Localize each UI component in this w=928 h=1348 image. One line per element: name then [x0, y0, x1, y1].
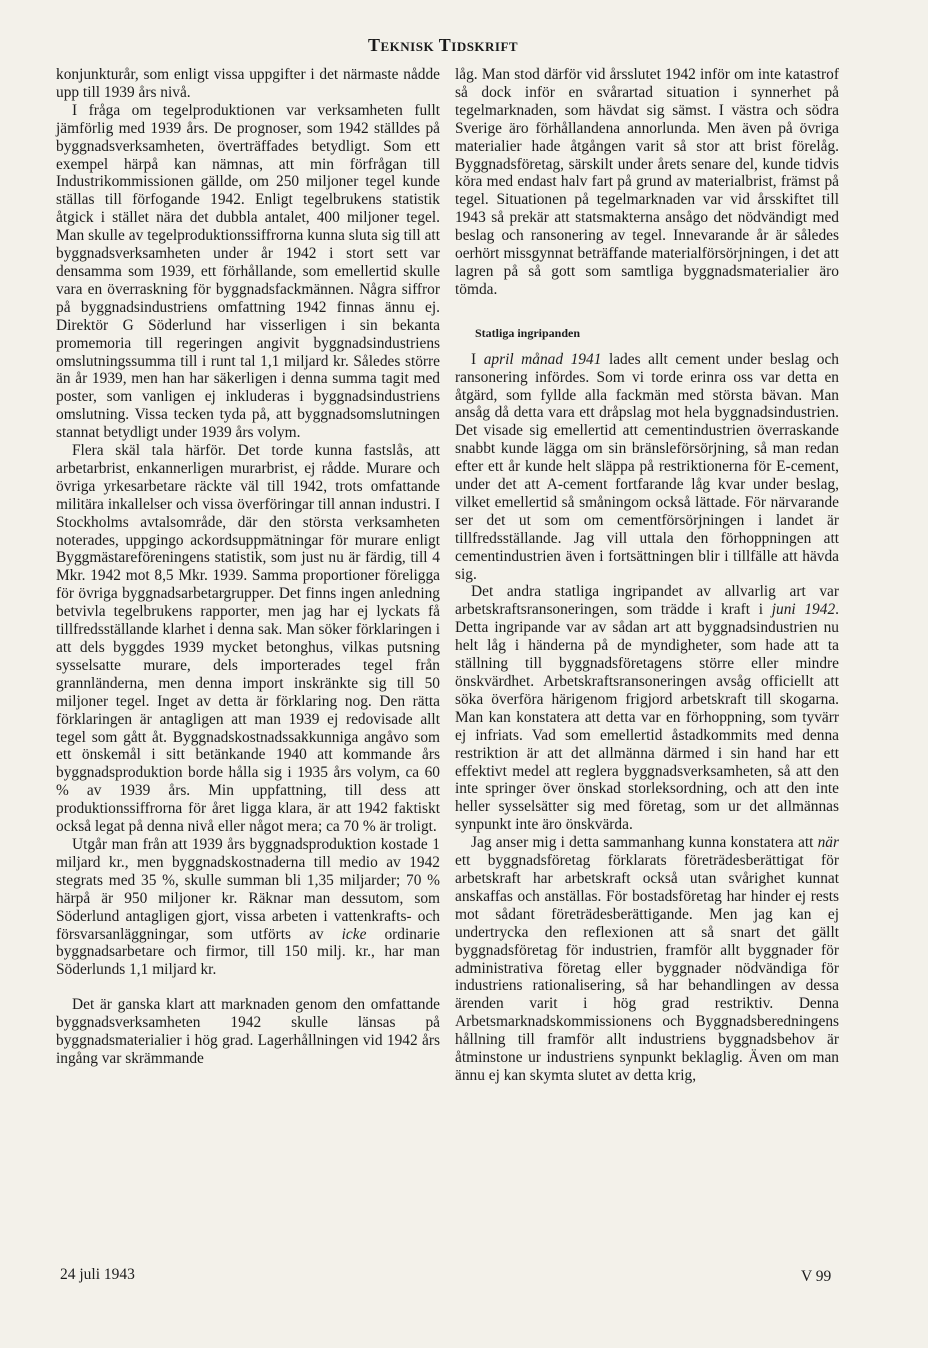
paragraph: låg. Man stod därför vid årsslutet 1942 inför om inte katastrof så dock inför en svårartad situation i synnerhet på tegelmarknaden, som hävdat sig sämst. I västra och södra Sverige äro förhållandena annorlunda. Men även på övriga materialier hade åtgången varit så stor att brist förelåg. Byggnadsföretag, särskilt under årets senare del, kunde tidvis köra med endast halv fart på grund av materialbrist, främst på tegel. Situationen på tegelmarknaden var vid årsskiftet till 1943 så prekär att statsmakterna ansågo det nödvändigt med beslag och ransonering av tegel. Innevarande år är således oerhört missgynnat beträffande materialförsörjningen, i det att lagren på så gott som samtliga byggnadsmaterialier äro tömda.: [455, 66, 839, 298]
journal-title: Teknisk Tidskrift: [368, 35, 519, 55]
emphasis: icke: [341, 925, 367, 943]
emphasis: april månad 1941: [483, 350, 602, 368]
paragraph: Det är ganska klart att marknaden genom den omfattande byggnadsverksamheten 1942 skulle länsas på byggnadsmaterialier i hög grad. Lagerhållningen vid 1942 års ingång var skrämmande: [56, 996, 440, 1067]
section-heading: Statliga ingripanden: [475, 325, 581, 340]
paragraph: Jag anser mig i detta sammanhang kunna konstatera att när ett byggnadsföretag förklarats företrädesberättigat för arbetskraft har arbetskraft också utan svårighet kunnat anskaffas och anställas. För bostadsföretag har hinder ej rests mot sådant företrädesberättigande. Men jag kan ej undertrycka den reflexionen att så snart det gällt byggnadsföretag för industrien, framför allt byggnader för administrativa företag eller byggnader nödvändiga för industriens rationalisering, så har behandlingen av dessa ärenden varit i hög grad restriktiv. Denna Arbetsmarknadskommissionens och Byggnadsberedningens hållning till framför allt industriens byggnadsbehov är åtminstone ur industriens synpunkt beklaglig. Även om man ännu ej kan skymta slutet av detta krig,: [455, 834, 839, 1084]
paragraph: I april månad 1941 lades allt cement under beslag och ransonering infördes. Som vi torde erinra oss var detta en åtgärd, som fyllde alla fackmän med största bävan. Man ansåg då detta vara ett dråpslag mot hela byggnadsindustrien. Det visade sig emellertid att cementindustrien överraskande snabbt kunde lägga om sin bränsleförsörjning, så man redan efter ett år kunde helt släppa på restriktionerna för E-cement, under det att A-cement fortfarande låg kvar under beslag, vilket emellertid så småningom också lättade. För närvarande ser det ut som om cementförsörjningen i landet är tillfredsställande. Jag vill uttala den förhoppningen att cementindustrien även i fortsättningen blir i tillfälle att hävda sig.: [455, 350, 840, 583]
paragraph: konjunkturår, som enligt vissa uppgifter i det närmaste nådde upp till 1939 års nivå.: [56, 66, 440, 101]
paragraph: Utgår man från att 1939 års byggnadsproduktion kostade 1 miljard kr., men byggnadskostnaderna till medio av 1942 stegrats med 35 %, skulle summan bli 1,35 miljarder; 70 % härpå är 950 miljoner kr. Räknar man dessutom, som Söderlund antagligen gjort, vissa arbeten i vattenkrafts- och försvarsanläggningar, som utförts av icke ordinarie byggnadsarbetare och firmor, till 150 milj. kr., har man Söderlunds 1,1 miljard kr.: [56, 835, 441, 979]
left-column: [56, 66, 440, 1068]
paragraph: I fråga om tegelproduktionen var verksamheten fullt jämförlig med 1939 års. De prognoser, som 1942 ställdes på byggnadsverksamheten, överträffades betydligt. Som ett exempel härpå kan nämnas, att min förfrågan till Industrikommissionen gällde, om 250 miljoner tegel kunde ställas till förfogande 1942. Enligt tegelbrukens statistik åtgick i stället nära det dubbla antalet, 400 miljoner tegel. Man skulle av tegelproduktionssiffrorna kunna sluta sig till att byggnadsverksamheten under år 1942 i stort sett var densamma som 1939, ett förhållande, som emellertid skulle vara en överraskning för byggnadsfackmännen. Några siffror på byggnadsindustriens omfattning 1942 finnas ännu ej. Direktör G Söderlund har visserligen i sin bekanta promemoria till regeringen angivit byggnadsindustriens omslutningssumma till i runt tal 1,1 miljard kr. Således större än år 1939, men han har säkerligen i denna summa tagit med poster, som vanligen ej inkluderas i byggnadsindustriens omslutning. Vissa tecken tyda på, att byggnadsomslutningen stannat betydligt under 1939 års volym.: [56, 101, 440, 442]
issue-date: 24 juli 1943: [60, 1266, 135, 1283]
emphasis: när: [817, 834, 839, 852]
emphasis: juni 1942: [771, 601, 836, 619]
paragraph: Det andra statliga ingripandet av allvarlig art var arbetskraftsransoneringen, som trädde i kraft i juni 1942. Detta ingripande var av sådan art att byggnadsindustrien nu helt låg i händerna på de myndigheter, som hade att ta ställning till byggnadsföretagens större eller mindre önskvärdhet. Arbetskraftsransoneringen avsåg officiellt att söka överföra härigenom frigjord arbetskraft till skogarna. Man kan konstatera att detta var en förhoppning, som tyvärr ej infriats. Vad som emellertid åstadkommits med denna restriktion är att det allmänna därmed i sin hand har ett effektivt medel att reglera byggnadsverksamheten, så att den inte springer över önskad storleksordning, och att den inte heller sysselsätter sig med företag, som ur det allmännas synpunkt inte äro önskvärda.: [455, 583, 839, 834]
paragraph: Flera skäl tala härför. Det torde kunna fastslås, att arbetarbrist, enkannerligen murarbrist, ej rådde. Murare och övriga yrkesarbetare räckte väl till 1942, trots omfattande militära inkallelser och vissa överföringar till annan industri. I Stockholms avtalsområde, där den största verksamheten noterades, uppgingo ackordsuppmätningar för murare enligt Byggmästareföreningens statistik, som just nu är färdig, till 4 Mkr. 1942 mot 8,5 Mkr. 1939. Samma proportioner föreligga för övriga byggnadsarbetargrupper. Det finns ingen anledning betvivla tegelbrukens rapporter, men jag har ej lyckats få tillfredsställande klarhet i denna sak. Man söker förklaringen i att dels byggdes 1939 mycket betonghus, vilkas putsning sysselsatte murare, dels importerades tegel från grannländerna, men denna import inskränkte sig till 50 miljoner tegel. Inget av detta är förklaring nog. Den rätta förklaringen är antagligen att man 1939 ej redovisade allt tegel som gått åt. Byggnadskostnadssakkunniga angåvo som ett önskemål i sitt betänkande 1940 att kommande års byggnadsproduktion borde hålla sig i 1935 års volym, ca 60 % av 1939 års. Min uppfattning, till dess att produktionssiffrorna för året ligga klara, är att 1942 faktiskt också legat på denna nivå eller något mera; ca 70 % är troligt.: [56, 442, 440, 836]
right-column: [455, 66, 839, 1085]
page-number: V 99: [801, 1268, 832, 1285]
